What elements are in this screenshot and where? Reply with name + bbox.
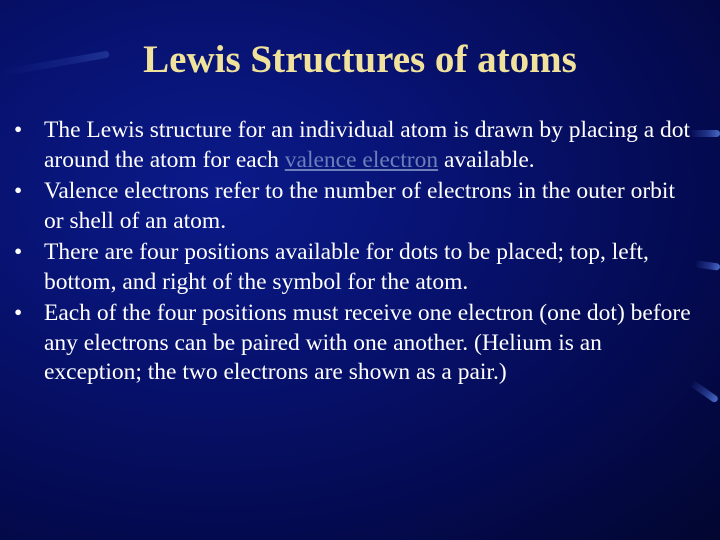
bullet-item [14,299,700,388]
bullet-item [14,116,700,175]
bullet-text: The Lewis structure for an individual atom is drawn by placing a dot around the atom for each [44,117,691,173]
bullet-item [14,177,700,236]
bullet-text: Valence electrons refer to the number of electrons in the outer orbit or shell of an atom. [44,178,675,234]
bullet-list [14,116,700,390]
bullet-icon: • [14,300,23,326]
valence-electron-link[interactable]: valence electron [284,146,439,173]
bullet-icon: • [14,178,23,204]
bullet-icon: • [14,239,23,265]
bullet-item [14,238,700,297]
bullet-text: There are four positions available for dots to be placed; top, left, bottom, and right of the symbol for the atom. [44,239,649,295]
bullet-text: Each of the four positions must receive one electron (one dot) before any electrons can be paired with one another. (Helium is an exception; the two electrons are shown as a pair.) [44,300,691,385]
bullet-icon: • [14,117,23,143]
slide-title: Lewis Structures of atoms [143,38,577,81]
bullet-text: available. [438,146,535,173]
